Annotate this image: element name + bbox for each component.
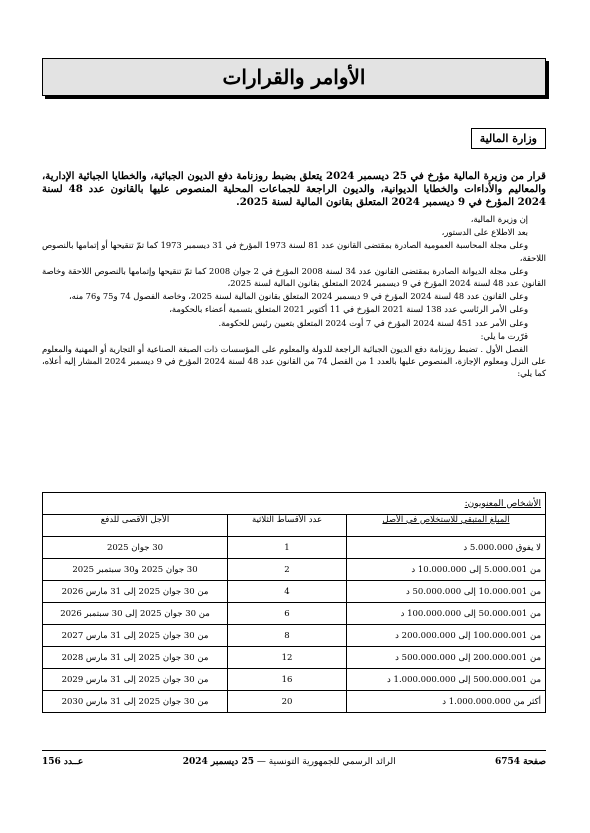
section-title-box bbox=[42, 58, 546, 96]
section-title: الأوامر والقرارات bbox=[222, 65, 366, 89]
paragraph: وعلى القانون عدد 48 لسنة 2024 المؤرخ في 9 ديسمبر 2024 المتعلق بقانون المالية لسنة 2025، وخاصة الفصول 74 و75 و76 منه، bbox=[68, 291, 528, 302]
cell-deadline: من 30 جوان 2025 إلى 31 مارس 2027 bbox=[43, 625, 228, 647]
paragraph: إن وزيرة المالية، bbox=[470, 214, 528, 224]
header-amount: المبلغ المتبقي للاستخلاص في الأصل bbox=[347, 515, 546, 537]
table-row bbox=[43, 603, 546, 625]
cell-amount: أكثر من 1.000.000.000 د bbox=[347, 691, 546, 713]
table-row bbox=[43, 581, 546, 603]
journal-title bbox=[183, 757, 396, 767]
cell-amount: من 200.000.001 إلى 500.000.000 د bbox=[347, 647, 546, 669]
cell-amount: من 500.000.001 إلى 1.000.000.000 د bbox=[347, 669, 546, 691]
cell-amount: من 5.000.001 إلى 10.000.000 د bbox=[347, 559, 546, 581]
cell-deadline: من 30 جوان 2025 إلى 31 مارس 2030 bbox=[43, 691, 228, 713]
table-row bbox=[43, 691, 546, 713]
paragraph: بعد الاطلاع على الدستور، bbox=[441, 227, 528, 238]
table-row bbox=[43, 559, 546, 581]
journal-name: الرائد الرسمي للجمهورية التونسية — bbox=[256, 757, 396, 767]
header-count: عدد الأقساط الثلاثية bbox=[228, 515, 347, 537]
cell-deadline: من 30 جوان 2025 إلى 31 مارس 2029 bbox=[43, 669, 228, 691]
cell-deadline: 30 جوان 2025 و30 سبتمبر 2025 bbox=[43, 559, 228, 581]
decree-body bbox=[42, 170, 546, 381]
cell-amount: لا يفوق 5.000.000 د bbox=[347, 537, 546, 559]
table-row bbox=[43, 537, 546, 559]
article-1: الفصل الأول . تضبط روزنامة دفع الديون الجبائية الراجعة للدولة والمعلوم على المؤسسات ذات الصبغة الصناعية أو التجارية أو المهنية والمعلوم على النزل ومعلوم الإجازة، المنصوص عليها بالعدد 1 من الفصل 74 من القانون عدد 48 لسنة 2024 المؤرخ في 9 ديسمبر 2024 المشار إليه أعلاه، كما يلي: bbox=[42, 344, 546, 379]
footer-divider bbox=[42, 750, 546, 751]
cell-count: 20 bbox=[228, 691, 347, 713]
paragraph: وعلى مجلة المحاسبة العمومية الصادرة بمقتضى القانون عدد 81 لسنة 1973 المؤرخ في 31 ديسمبر 1973 كما تمّ تنقيحها أو إتمامها بالنصوص اللاحقة، bbox=[42, 240, 546, 263]
paragraph: وعلى الأمر الرئاسي عدد 138 لسنة 2021 المؤرخ في 11 أكتوبر 2021 المتعلق بتسمية أعضاء بالحكومة، bbox=[169, 304, 528, 315]
page-number: صفحة 6754 bbox=[494, 757, 546, 767]
table-row bbox=[43, 625, 546, 647]
paragraph: وعلى مجلة الديوانة الصادرة بمقتضى القانون عدد 34 لسنة 2008 المؤرخ في 2 جوان 2008 كما تمّ تنقيحها وإتمامها بالنصوص اللاحقة وخاصة القانون عدد 48 لسنة 2024 المؤرخ في 9 ديسمبر 2024 المتعلق بقانون المالية لسنة 2025، bbox=[42, 265, 546, 289]
table-row bbox=[43, 669, 546, 691]
cell-count: 2 bbox=[228, 559, 347, 581]
ministry-label: وزارة المالية bbox=[471, 128, 546, 149]
cell-deadline: من 30 جوان 2025 إلى 31 مارس 2026 bbox=[43, 581, 228, 603]
paragraph: وعلى الأمر عدد 451 لسنة 2024 المؤرخ في 7 أوت 2024 المتعلق بتعيين رئيس للحكومة. bbox=[218, 317, 528, 328]
payment-schedule-table bbox=[42, 492, 546, 713]
cell-amount: من 50.000.001 إلى 100.000.000 د bbox=[347, 603, 546, 625]
cell-count: 6 bbox=[228, 603, 347, 625]
cell-deadline: من 30 جوان 2025 إلى 30 سبتمبر 2026 bbox=[43, 603, 228, 625]
table-caption: الأشخاص المعنويون: bbox=[43, 493, 546, 515]
cell-count: 12 bbox=[228, 647, 347, 669]
cell-amount: من 100.000.001 إلى 200.000.000 د bbox=[347, 625, 546, 647]
header-deadline: الأجل الأقصى للدفع bbox=[43, 515, 228, 537]
cell-count: 1 bbox=[228, 537, 347, 559]
cell-deadline: من 30 جوان 2025 إلى 31 مارس 2028 bbox=[43, 647, 228, 669]
table-row bbox=[43, 647, 546, 669]
decree-heading: قرار من وزيرة المالية مؤرخ في 25 ديسمبر 2024 يتعلق بضبط روزنامة دفع الديون الجبائية، والخطايا الجبائية الإدارية، والمعاليم والأداءات والخطايا الديوانية، والديون الراجعة للجماعات المحلية المنصوص عليها بالقانون عدد 48 لسنة 2024 المؤرخ في 9 ديسمبر 2024 المتعلق بقانون المالية لسنة 2025. bbox=[42, 170, 547, 208]
cell-count: 8 bbox=[228, 625, 347, 647]
cell-amount: من 10.000.001 إلى 50.000.000 د bbox=[347, 581, 546, 603]
paragraph: قرّرت ما يلي: bbox=[480, 330, 528, 341]
cell-count: 4 bbox=[228, 581, 347, 603]
journal-date: 25 ديسمبر 2024 bbox=[182, 757, 254, 767]
issue-number: عــدد 156 bbox=[42, 757, 84, 767]
cell-deadline: 30 جوان 2025 bbox=[43, 537, 228, 559]
page-footer bbox=[42, 757, 546, 767]
cell-count: 16 bbox=[228, 669, 347, 691]
